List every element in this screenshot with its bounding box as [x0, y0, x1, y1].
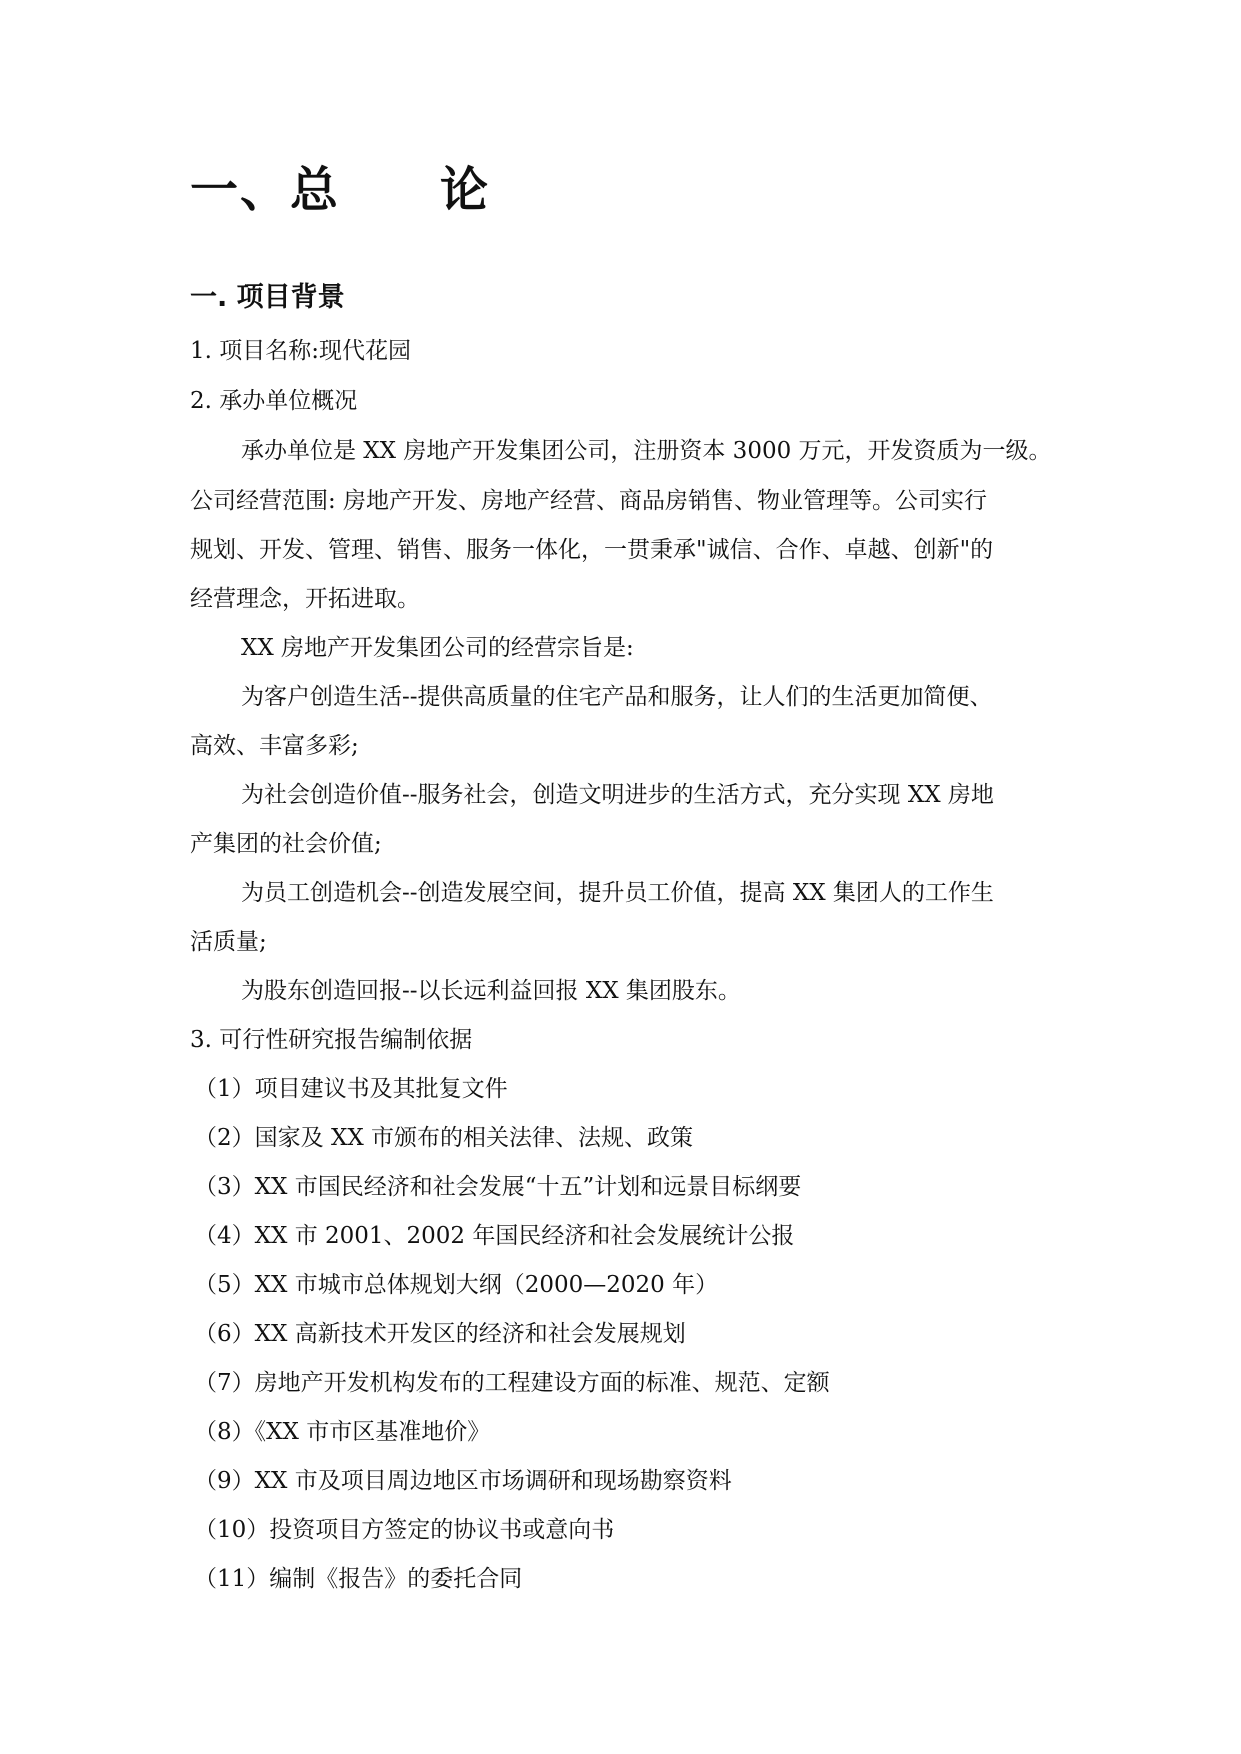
paragraph-line: 为客户创造生活--提供高质量的住宅产品和服务，让人们的生活更加简便、 [241, 684, 993, 710]
chapter-title: 一、总 论 [190, 162, 491, 218]
paragraph-line: 规划、开发、管理、销售、服务一体化，一贯秉承"诚信、合作、卓越、创新"的 [190, 537, 994, 563]
basis-item: （11）编制《报告》的委托合同 [194, 1566, 523, 1592]
basis-item: （2）国家及 XX 市颁布的相关法律、法规、政策 [194, 1125, 694, 1151]
basis-item: （3）XX 市国民经济和社会发展“十五”计划和远景目标纲要 [194, 1174, 802, 1200]
basis-item: （1）项目建议书及其批复文件 [194, 1076, 508, 1102]
paragraph-line: 为社会创造价值--服务社会，创造文明进步的生活方式，充分实现 XX 房地 [241, 782, 994, 808]
paragraph-line: 为股东创造回报--以长远利益回报 XX 集团股东。 [241, 978, 741, 1004]
basis-item: （9）XX 市及项目周边地区市场调研和现场勘察资料 [194, 1468, 732, 1494]
basis-item: （7）房地产开发机构发布的工程建设方面的标准、规范、定额 [194, 1370, 830, 1396]
paragraph-line: 承办单位是 XX 房地产开发集团公司，注册资本 3000 万元，开发资质为一级。 [241, 438, 1052, 464]
basis-item: （4）XX 市 2001、2002 年国民经济和社会发展统计公报 [194, 1223, 795, 1249]
basis-item: （6）XX 高新技术开发区的经济和社会发展规划 [194, 1321, 686, 1347]
paragraph-line: 高效、丰富多彩; [190, 733, 359, 759]
basis-item: （8）《XX 市市区基准地价》 [194, 1419, 491, 1445]
item-organizer-overview: 2. 承办单位概况 [190, 388, 358, 414]
paragraph-line: 经营理念，开拓进取。 [190, 586, 420, 612]
paragraph-line: 活质量; [190, 929, 267, 955]
paragraph-line: 公司经营范围: 房地产开发、房地产经营、商品房销售、物业管理等。公司实行 [190, 488, 988, 514]
basis-item: （10）投资项目方签定的协议书或意向书 [194, 1517, 615, 1543]
item-basis-heading: 3. 可行性研究报告编制依据 [190, 1027, 473, 1053]
paragraph-line: 为员工创造机会--创造发展空间，提升员工价值，提高 XX 集团人的工作生 [241, 880, 994, 906]
item-project-name: 1. 项目名称:现代花园 [190, 338, 412, 364]
basis-item: （5）XX 市城市总体规划大纲（2000—2020 年） [194, 1272, 719, 1298]
section-heading: 一. 项目背景 [190, 282, 345, 313]
paragraph-line: XX 房地产开发集团公司的经营宗旨是: [241, 635, 634, 661]
paragraph-line: 产集团的社会价值; [190, 831, 382, 857]
